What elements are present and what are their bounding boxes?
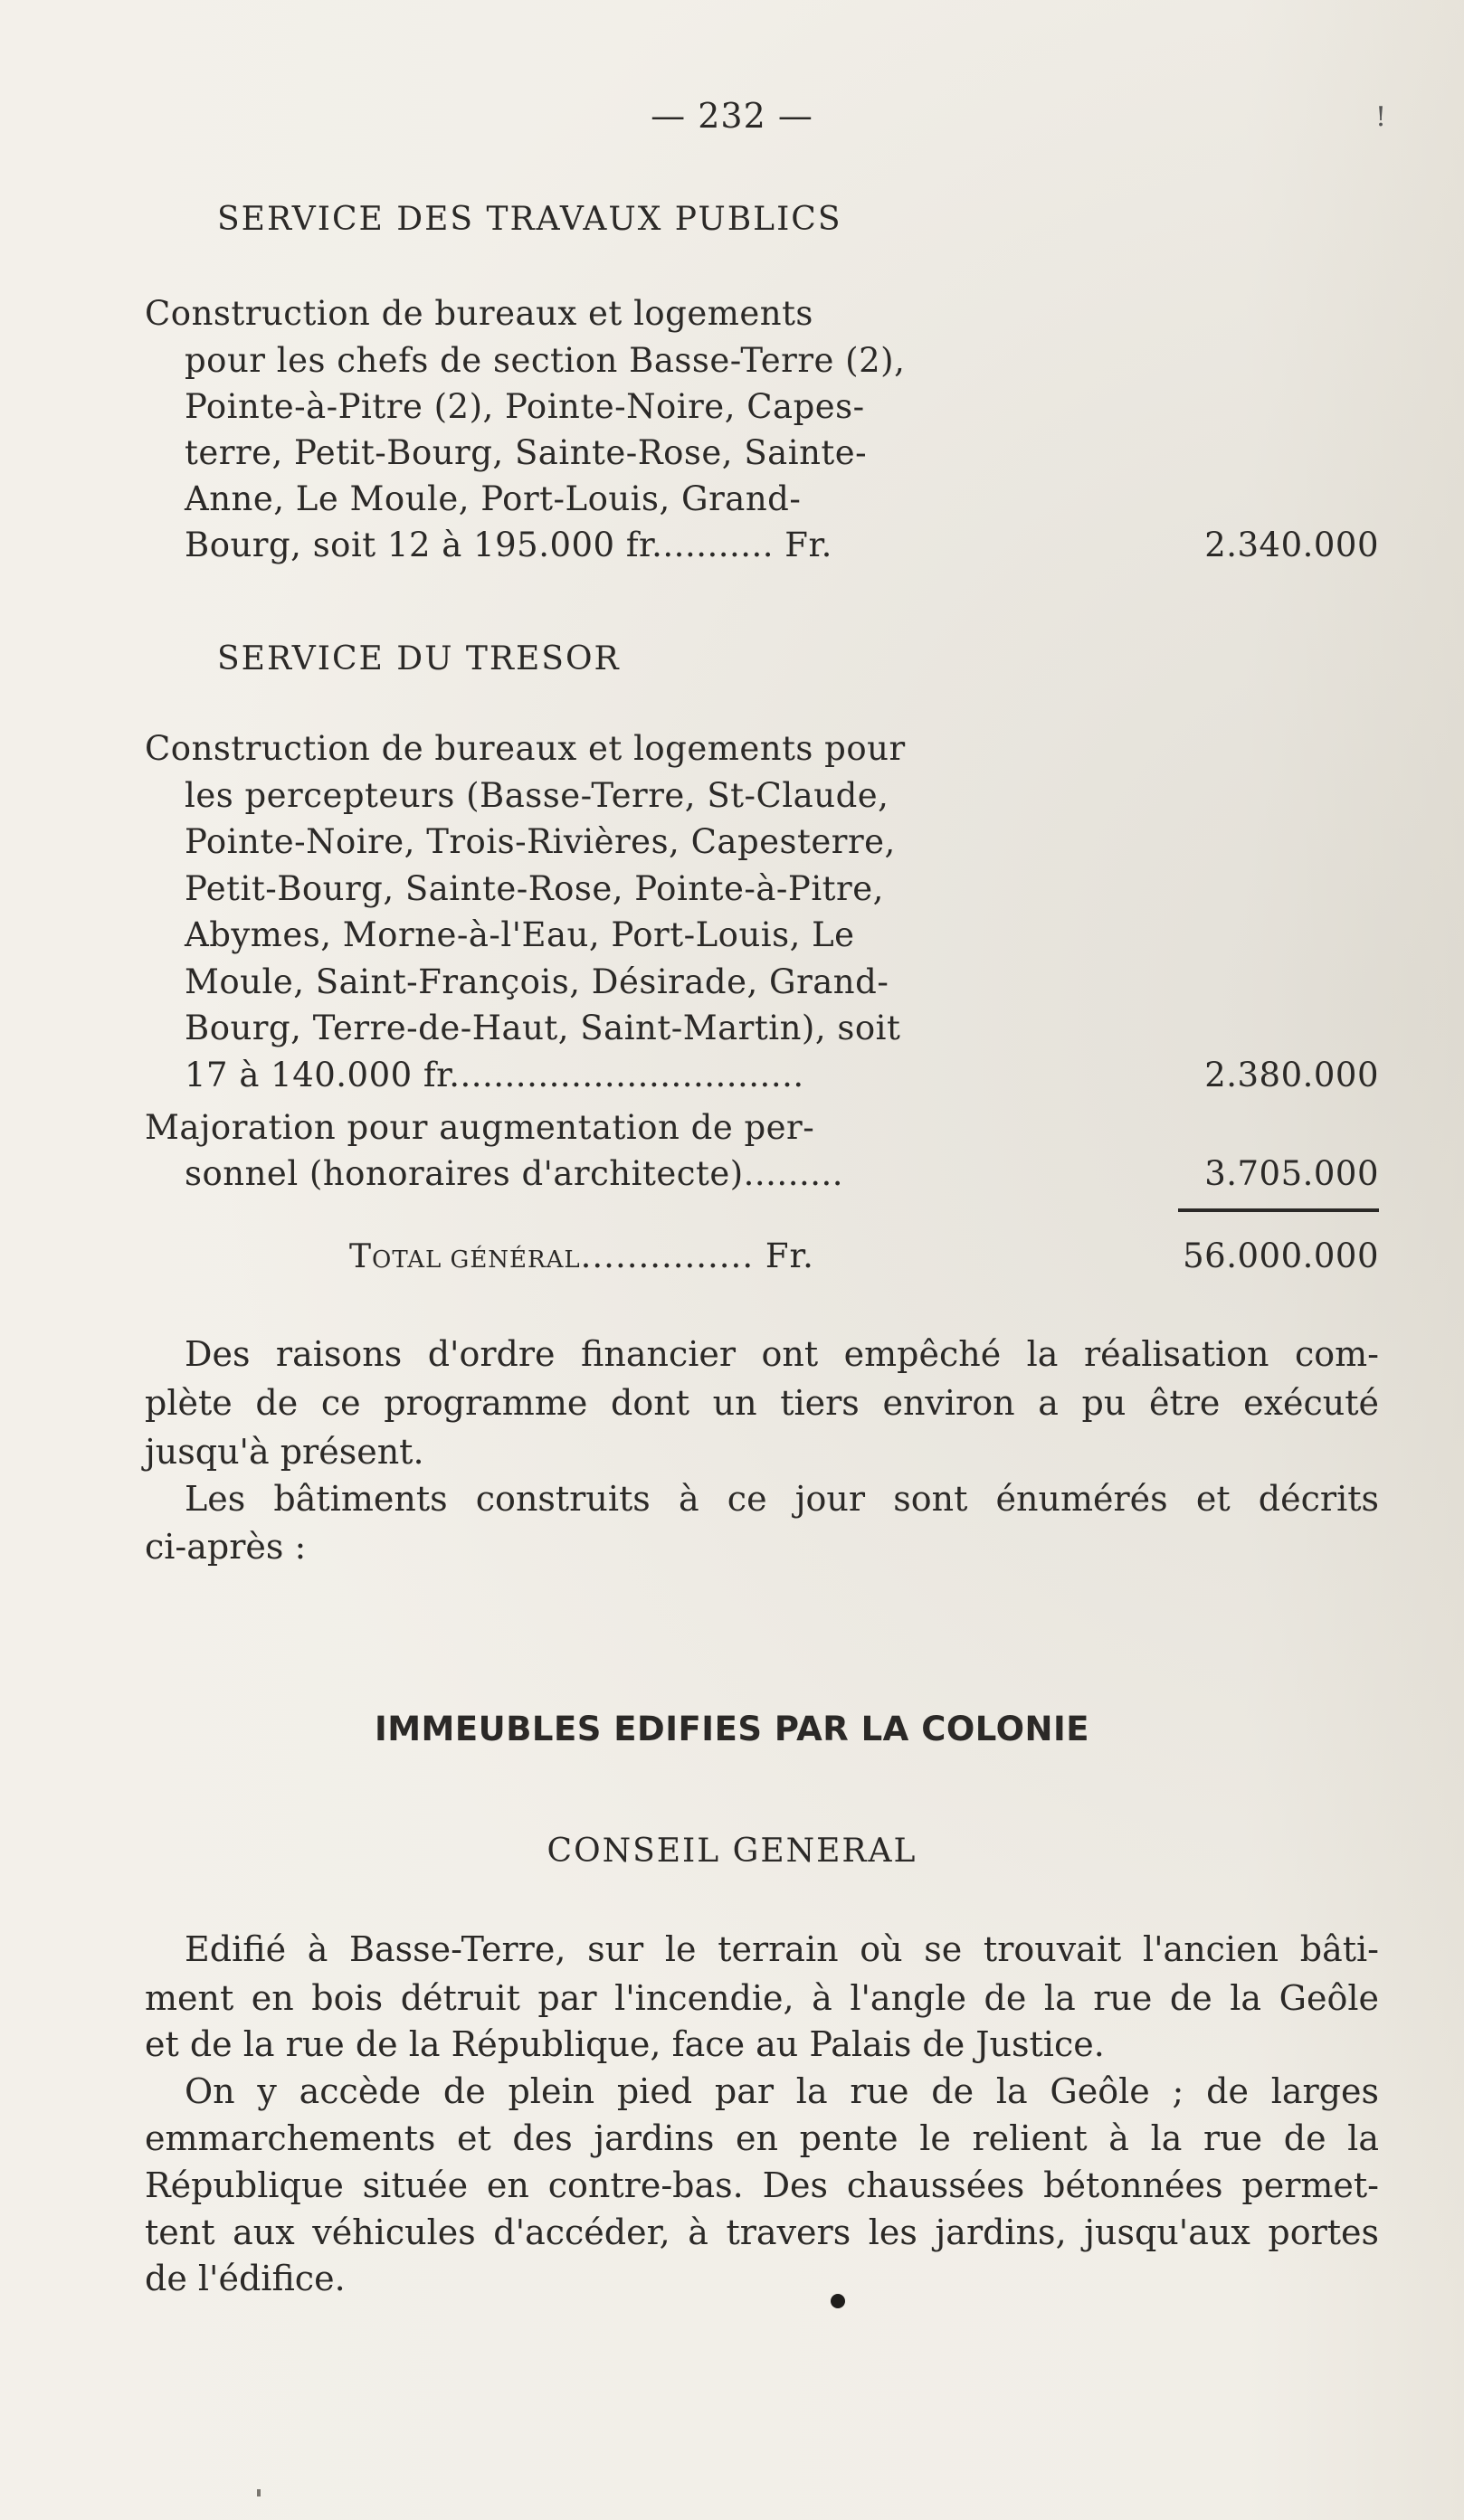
paragraph-line: et de la rue de la République, face au Palais de Justice. — [145, 2024, 1105, 2064]
entry-line: pour les chefs de section Basse-Terre (2), — [185, 341, 906, 380]
entry-line: Bourg, soit 12 à 195.000 fr........... Fr. — [185, 526, 832, 564]
page-number: — 232 — — [651, 96, 813, 136]
total-label-smallcaps: OTAL GÉNÉRAL — [372, 1246, 581, 1274]
paragraph-line: Les bâtiments construits à ce jour sont énumérés et décrits — [185, 1479, 1379, 1519]
paragraph-line: ment en bois détruit par l'incendie, à l'angle de la rue de la Geôle — [145, 1978, 1379, 2018]
entry-line: Construction de bureaux et logements pour — [145, 729, 906, 768]
entry-line: Pointe-Noire, Trois-Rivières, Capesterre, — [185, 822, 896, 861]
paragraph-line: de l'édifice. — [145, 2259, 346, 2298]
entry-line: Pointe-à-Pitre (2), Pointe-Noire, Capes- — [185, 387, 865, 426]
entry-amount: 3.705.000 — [1204, 1154, 1379, 1193]
paragraph-line: On y accède de plein pied par la rue de la Geôle ; de larges — [185, 2071, 1379, 2111]
section-heading-tresor: SERVICE DU TRESOR — [217, 640, 621, 677]
page-edge-mark: ! — [1375, 101, 1387, 133]
total-dots: ............... Fr. — [580, 1236, 814, 1275]
entry-line: terre, Petit-Bourg, Sainte-Rose, Sainte- — [185, 433, 868, 472]
bullet-mark — [831, 2294, 845, 2308]
paragraph-line: Des raisons d'ordre financier ont empêché la réalisation com- — [185, 1334, 1379, 1374]
entry-line: Moule, Saint-François, Désirade, Grand- — [185, 962, 889, 1001]
entry-line: Bourg, Terre-de-Haut, Saint-Martin), soit — [185, 1009, 901, 1047]
heading-immeubles: IMMEUBLES EDIFIES PAR LA COLONIE — [374, 1710, 1090, 1748]
paragraph-line: République située en contre-bas. Des chaussées bétonnées permet- — [145, 2165, 1379, 2205]
heading-conseil-general: CONSEIL GENERAL — [547, 1833, 917, 1870]
entry-line: Majoration pour augmentation de per- — [145, 1108, 815, 1147]
paragraph-line: ci-après : — [145, 1527, 307, 1567]
entry-amount: 2.340.000 — [1204, 526, 1379, 564]
section-heading-travaux-publics: SERVICE DES TRAVAUX PUBLICS — [217, 201, 842, 238]
total-label-initial: T — [349, 1238, 373, 1275]
entry-line: les percepteurs (Basse-Terre, St-Claude, — [185, 776, 889, 815]
paragraph-line: jusqu'à présent. — [145, 1432, 424, 1472]
paragraph-line: emmarchements et des jardins en pente le relient à la rue de la — [145, 2118, 1379, 2158]
total-amount: 56.000.000 — [1183, 1236, 1379, 1275]
paper-speck — [257, 2489, 261, 2496]
paragraph-line: tent aux véhicules d'accéder, à travers les jardins, jusqu'aux portes — [145, 2212, 1379, 2252]
entry-line: sonnel (honoraires d'architecte)......... — [185, 1154, 843, 1193]
entry-amount: 2.380.000 — [1204, 1056, 1379, 1094]
entry-line: Anne, Le Moule, Port-Louis, Grand- — [185, 479, 802, 518]
entry-line: Abymes, Morne-à-l'Eau, Port-Louis, Le — [185, 915, 855, 954]
paragraph-line: Edifié à Basse-Terre, sur le terrain où se trouvait l'ancien bâti- — [185, 1929, 1379, 1969]
entry-line: Construction de bureaux et logements — [145, 294, 813, 333]
entry-line: 17 à 140.000 fr................................ — [185, 1056, 804, 1094]
total-rule — [1178, 1208, 1379, 1212]
paragraph-line: plète de ce programme dont un tiers environ a pu être exécuté — [145, 1383, 1379, 1423]
entry-line: Petit-Bourg, Sainte-Rose, Pointe-à-Pitre, — [185, 869, 884, 908]
total-label — [349, 1236, 814, 1275]
